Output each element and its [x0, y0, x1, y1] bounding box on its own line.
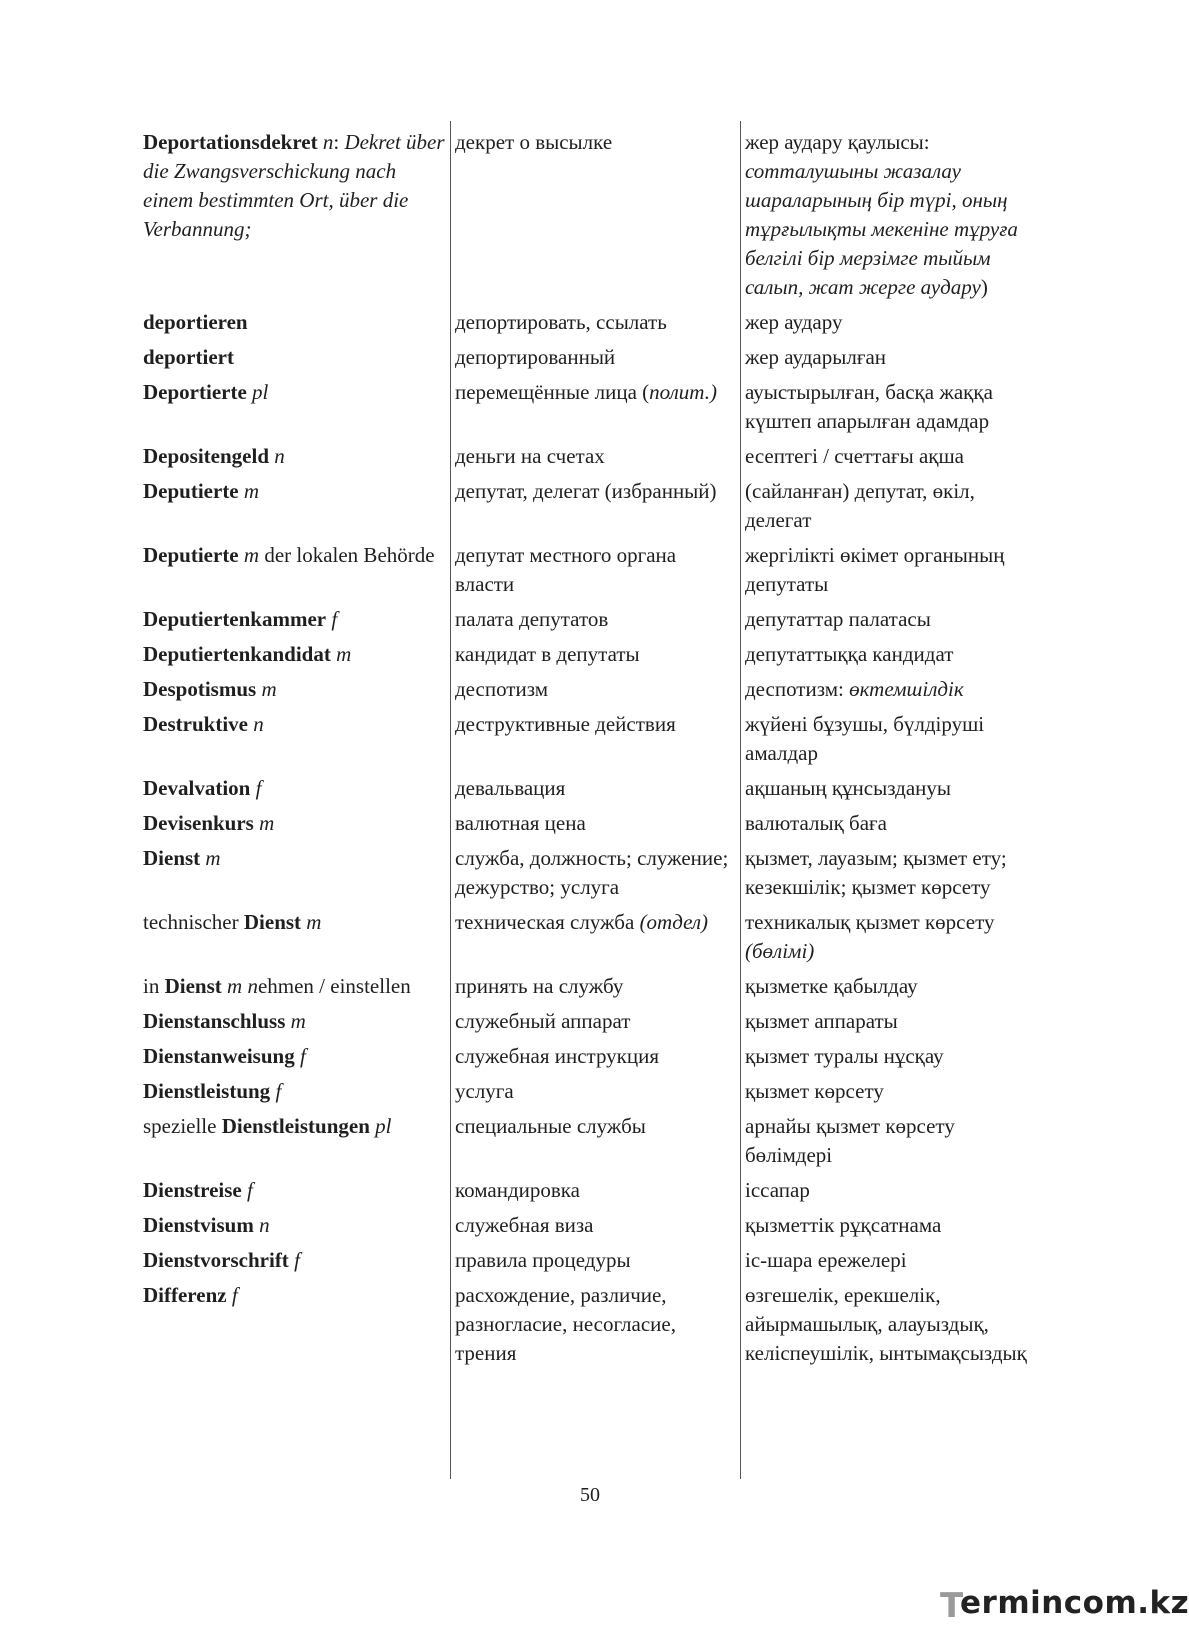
text-segment: Dienst [243, 910, 302, 934]
german-term [143, 1246, 455, 1281]
text-segment: f [326, 607, 338, 631]
text-segment: сотталушыны жазалау шараларының бір түрі, оның тұрғылықты мекеніне тұруға белгілі бір мерзімге тыйым салып, жат жерге аудару [745, 159, 1018, 299]
text-segment: Deputiertenkammer [143, 607, 327, 631]
text-segment: f [241, 1178, 253, 1202]
text-segment: принять на службу [455, 974, 624, 998]
text-segment: Dienstanweisung [143, 1044, 295, 1068]
kazakh-term [745, 1077, 1043, 1112]
glossary-row [143, 477, 1043, 541]
german-term [143, 442, 455, 477]
glossary-row [143, 844, 1043, 908]
text-segment: іс-шара ережелері [745, 1248, 907, 1272]
text-segment: қызмет көрсету [745, 1079, 884, 1103]
text-segment: валютная цена [455, 811, 586, 835]
text-segment: Dienstanschluss [143, 1009, 286, 1033]
glossary-row [143, 378, 1043, 442]
text-segment: деспотизм: [745, 677, 850, 701]
text-segment: Deportationsdekret [143, 130, 318, 154]
russian-term [455, 442, 745, 477]
text-segment: n [247, 712, 264, 736]
kazakh-term [745, 640, 1043, 675]
kazakh-term [745, 1211, 1043, 1246]
russian-term [455, 541, 745, 605]
text-segment: депортированный [455, 345, 616, 369]
german-term [143, 844, 455, 908]
text-segment: деньги на счетах [455, 444, 605, 468]
text-segment: девальвация [455, 776, 566, 800]
text-segment: Dienst [164, 974, 222, 998]
text-segment: правила процедуры [455, 1248, 631, 1272]
text-segment: spezielle [143, 1114, 222, 1138]
text-segment: Devisenkurs [143, 811, 254, 835]
russian-term [455, 477, 745, 541]
text-segment: қызмет, лауазым; қызмет ету; кезекшілік; қызмет көрсету [745, 846, 1007, 899]
russian-term [455, 1211, 745, 1246]
text-segment: (отдел) [639, 910, 709, 934]
kazakh-term [745, 675, 1043, 710]
glossary-row [143, 442, 1043, 477]
text-segment: Devalvation [143, 776, 251, 800]
text-segment: deportiert [143, 345, 234, 369]
glossary-row [143, 1176, 1043, 1211]
text-segment: Deportierte [143, 380, 247, 404]
text-segment: (бөлімі) [745, 939, 815, 963]
text-segment: Depositengeld [143, 444, 269, 468]
russian-term [455, 343, 745, 378]
text-segment: жер аударылған [745, 345, 887, 369]
text-segment: f [294, 1044, 306, 1068]
text-segment: перемещённые лица ( [455, 380, 650, 404]
logo-t-letter: T [940, 1586, 964, 1626]
german-term [143, 128, 455, 308]
logo-text: ermincom.kz [960, 1585, 1189, 1621]
russian-term [455, 1176, 745, 1211]
glossary-row [143, 908, 1043, 972]
page-number: 50 [580, 1484, 600, 1506]
german-term [143, 675, 455, 710]
kazakh-term [745, 844, 1043, 908]
text-segment: pl [246, 380, 269, 404]
text-segment: полит.) [649, 380, 717, 404]
glossary-row [143, 972, 1043, 1007]
glossary-row [143, 809, 1043, 844]
text-segment: technischer [143, 910, 244, 934]
text-segment: Dienstleistung [143, 1079, 271, 1103]
glossary-row [143, 710, 1043, 774]
russian-term [455, 378, 745, 442]
german-term [143, 774, 455, 809]
glossary-row [143, 675, 1043, 710]
russian-term [455, 1042, 745, 1077]
text-segment: n [253, 1213, 270, 1237]
german-term [143, 1211, 455, 1246]
german-term [143, 378, 455, 442]
russian-term [455, 1246, 745, 1281]
text-segment: n [247, 974, 258, 998]
russian-term [455, 1281, 745, 1374]
text-segment: m [238, 479, 260, 503]
text-segment: депутат, делегат (избранный) [455, 479, 717, 503]
kazakh-term [745, 308, 1043, 343]
text-segment: деспотизм [455, 677, 549, 701]
text-segment: der lokalen Behörde [259, 543, 435, 567]
kazakh-term [745, 378, 1043, 442]
german-term [143, 477, 455, 541]
glossary-row [143, 343, 1043, 378]
text-segment: қызметке қабылдау [745, 974, 918, 998]
glossary-row [143, 1112, 1043, 1176]
german-term [143, 908, 455, 972]
text-segment: палата депутатов [455, 607, 609, 631]
text-segment: жер аудару қаулысы: [745, 130, 930, 154]
text-segment: Deputierte [143, 479, 239, 503]
kazakh-term [745, 477, 1043, 541]
text-segment: m [256, 677, 277, 701]
text-segment: ауыстырылған, басқа жаққа күштеп апарылған адамдар [745, 380, 993, 433]
german-term [143, 710, 455, 774]
text-segment: жер аудару [745, 310, 843, 334]
german-term [143, 1112, 455, 1176]
kazakh-term [745, 1176, 1043, 1211]
text-segment: расхождение, различие, разногласие, несогласие, трения [455, 1283, 676, 1365]
text-segment: n [269, 444, 285, 468]
text-segment: : [333, 130, 345, 154]
german-term [143, 809, 455, 844]
kazakh-term [745, 343, 1043, 378]
russian-term [455, 605, 745, 640]
text-segment: ) [980, 275, 988, 299]
glossary-row [143, 640, 1043, 675]
kazakh-term [745, 972, 1043, 1007]
kazakh-term [745, 1042, 1043, 1077]
glossary-row [143, 541, 1043, 605]
text-segment: қызмет аппараты [745, 1009, 898, 1033]
russian-term [455, 1112, 745, 1176]
german-term [143, 541, 455, 605]
text-segment: Dekret über die Zwangsverschickung nach einem bestimmten Ort, über die Verbannung; [143, 130, 445, 241]
kazakh-term [745, 541, 1043, 605]
text-segment: служебный аппарат [455, 1009, 631, 1033]
text-segment: іссапар [745, 1178, 810, 1202]
text-segment: специальные службы [455, 1114, 646, 1138]
russian-term [455, 972, 745, 1007]
text-segment: декрет о высылке [455, 130, 613, 154]
glossary-row [143, 1042, 1043, 1077]
text-segment: есептегі / счеттағы ақша [745, 444, 964, 468]
russian-term [455, 640, 745, 675]
russian-term [455, 710, 745, 774]
text-segment: депутат местного органа власти [455, 543, 677, 596]
text-segment: Despotismus [143, 677, 257, 701]
text-segment: кандидат в депутаты [455, 642, 640, 666]
kazakh-term [745, 1281, 1043, 1374]
text-segment: m [200, 846, 221, 870]
text-segment: ақшаның құнсыздануы [745, 776, 951, 800]
text-segment: n [317, 130, 334, 154]
glossary-row [143, 1211, 1043, 1246]
terminkom-logo[interactable] [940, 1585, 1189, 1629]
text-segment: валюталық баға [745, 811, 887, 835]
text-segment: служебная инструкция [455, 1044, 660, 1068]
german-term [143, 343, 455, 378]
text-segment: Dienstvorschrift [143, 1248, 289, 1272]
kazakh-term [745, 605, 1043, 640]
text-segment: служба, должность; служение; дежурство; услуга [455, 846, 729, 899]
german-term [143, 605, 455, 640]
text-segment: m [285, 1009, 306, 1033]
glossary-table [143, 128, 1043, 1374]
text-segment: Dienstvisum [143, 1213, 254, 1237]
german-term [143, 1077, 455, 1112]
kazakh-term [745, 774, 1043, 809]
german-term [143, 1176, 455, 1211]
text-segment: m [238, 543, 260, 567]
kazakh-term [745, 1007, 1043, 1042]
text-segment: қызмет туралы нұсқау [745, 1044, 944, 1068]
glossary-row [143, 605, 1043, 640]
text-segment: m [301, 910, 322, 934]
russian-term [455, 809, 745, 844]
glossary-row [143, 308, 1043, 343]
text-segment: депортировать, ссылать [455, 310, 667, 334]
glossary-row [143, 1281, 1043, 1374]
text-segment: Dienst [143, 846, 201, 870]
text-segment: техническая служба [455, 910, 640, 934]
text-segment: услуга [455, 1079, 514, 1103]
german-term [143, 1281, 455, 1374]
text-segment: өзгешелік, ерекшелік, айырмашылық, алауыздық, келіспеушілік, ынтымақсыздық [745, 1283, 1027, 1365]
german-term [143, 972, 455, 1007]
text-segment: командировка [455, 1178, 580, 1202]
glossary-row [143, 128, 1043, 308]
russian-term [455, 1077, 745, 1112]
text-segment: деструктивные действия [455, 712, 676, 736]
german-term [143, 1042, 455, 1077]
kazakh-term [745, 908, 1043, 972]
text-segment: f [250, 776, 262, 800]
kazakh-term [745, 1246, 1043, 1281]
text-segment: f [226, 1283, 238, 1307]
text-segment: служебная виза [455, 1213, 594, 1237]
russian-term [455, 128, 745, 308]
text-segment: ehmen / einstellen [257, 974, 411, 998]
text-segment: f [288, 1248, 300, 1272]
text-segment: депутаттар палатасы [745, 607, 931, 631]
russian-term [455, 1007, 745, 1042]
russian-term [455, 908, 745, 972]
text-segment: арнайы қызмет көрсету бөлімдері [745, 1114, 955, 1167]
text-segment: жүйені бұзушы, бүлдіруші амалдар [745, 712, 985, 765]
text-segment: (сайланған) депутат, өкіл, делегат [745, 479, 975, 532]
text-segment: депутаттыққа кандидат [745, 642, 954, 666]
text-segment: f [270, 1079, 282, 1103]
text-segment: in [143, 974, 165, 998]
text-segment: m [221, 974, 243, 998]
russian-term [455, 675, 745, 710]
kazakh-term [745, 710, 1043, 774]
russian-term [455, 308, 745, 343]
russian-term [455, 844, 745, 908]
kazakh-term [745, 442, 1043, 477]
glossary-row [143, 774, 1043, 809]
text-segment: Deputiertenkandidat [143, 642, 331, 666]
kazakh-term [745, 128, 1043, 308]
text-segment: Differenz [143, 1283, 227, 1307]
kazakh-term [745, 809, 1043, 844]
text-segment: техникалық қызмет көрсету [745, 910, 995, 934]
text-segment: deportieren [143, 310, 248, 334]
text-segment: өктемшілдік [849, 677, 964, 701]
text-segment: Dienstleistungen [221, 1114, 370, 1138]
kazakh-term [745, 1112, 1043, 1176]
text-segment: жергілікті өкімет органының депутаты [745, 543, 1005, 596]
text-segment: m [330, 642, 352, 666]
text-segment: қызметтік рұқсатнама [745, 1213, 942, 1237]
glossary-row [143, 1007, 1043, 1042]
text-segment: pl [369, 1114, 392, 1138]
german-term [143, 640, 455, 675]
glossary-row [143, 1246, 1043, 1281]
text-segment: Destruktive [143, 712, 248, 736]
russian-term [455, 774, 745, 809]
german-term [143, 308, 455, 343]
german-term [143, 1007, 455, 1042]
text-segment: Deputierte [143, 543, 239, 567]
text-segment: Dienstreise [143, 1178, 242, 1202]
glossary-row [143, 1077, 1043, 1112]
text-segment: m [253, 811, 275, 835]
